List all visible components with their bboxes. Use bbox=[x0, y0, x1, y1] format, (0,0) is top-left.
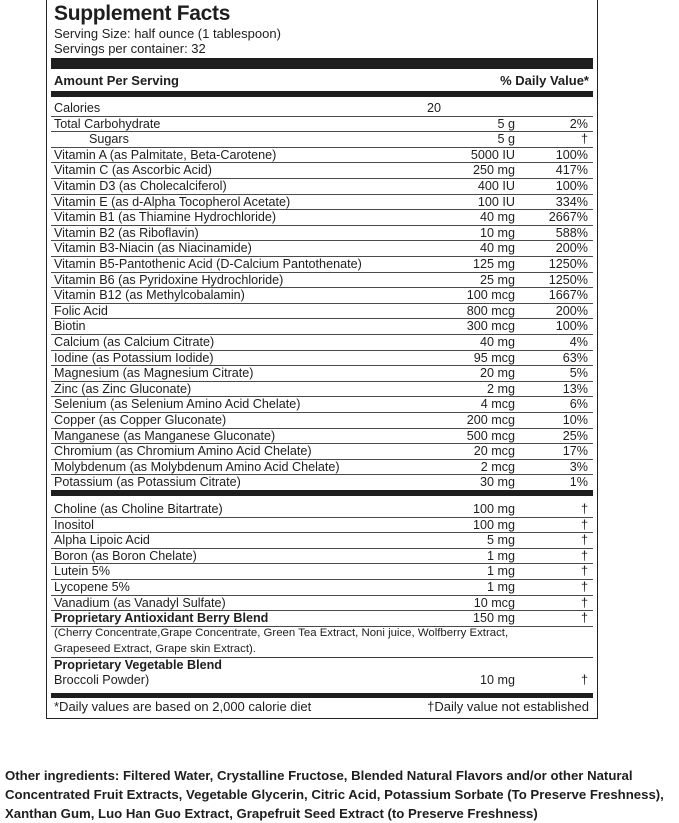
nutrient-daily-value: † bbox=[580, 673, 588, 687]
header-divider bbox=[51, 91, 593, 97]
nutrient-amount: 100 mg bbox=[472, 502, 515, 516]
nutrient-name: Vitamin B5-Pantothenic Acid (D-Calcium Pantothenate) bbox=[54, 257, 362, 271]
nutrient-amount: 2 mg bbox=[487, 381, 515, 396]
dagger-footnote: †Daily value not established bbox=[427, 699, 589, 714]
nutrient-amount: 10 mg bbox=[479, 225, 515, 240]
nutrient-name: Inositol bbox=[54, 517, 94, 532]
nutrient-name: Folic Acid bbox=[54, 303, 108, 318]
nutrient-name: Iodine (as Potassium Iodide) bbox=[54, 350, 214, 365]
nutrient-name: Vitamin A (as Palmitate, Beta-Carotene) bbox=[54, 147, 277, 162]
nutrient-row bbox=[47, 502, 597, 518]
nutrient-amount: 20 bbox=[427, 101, 442, 115]
nutrient-amount: 1 mg bbox=[487, 564, 515, 579]
nutrient-daily-value: 6% bbox=[569, 397, 588, 412]
column-header bbox=[54, 72, 589, 89]
nutrient-amount: 400 IU bbox=[477, 179, 515, 193]
nutrient-name: Vitamin B12 (as Methylcobalamin) bbox=[54, 288, 245, 303]
nutrient-row bbox=[47, 210, 597, 226]
nutrient-amount: 5 mg bbox=[487, 533, 515, 548]
nutrient-amount: 5 g bbox=[497, 116, 515, 131]
nutrient-daily-value: 10% bbox=[562, 413, 588, 427]
serving-size: Serving Size: half ounce (1 tablespoon) bbox=[54, 26, 281, 41]
nutrient-row bbox=[47, 580, 597, 596]
daily-value-label: % Daily Value* bbox=[500, 73, 589, 88]
nutrient-row bbox=[47, 460, 597, 476]
servings-per-container: Servings per container: 32 bbox=[54, 41, 206, 56]
nutrient-row bbox=[47, 117, 597, 133]
nutrient-amount: 40 mg bbox=[479, 241, 515, 256]
nutrient-name: Broccoli Powder) bbox=[54, 673, 150, 687]
nutrient-row bbox=[47, 335, 597, 351]
nutrient-name: Potassium (as Potassium Citrate) bbox=[54, 475, 241, 490]
nutrient-amount: 150 mg bbox=[472, 611, 515, 626]
nutrient-daily-value: † bbox=[580, 564, 588, 579]
nutrient-name: Vitamin D3 (as Cholecalciferol) bbox=[54, 179, 227, 193]
nutrient-amount: 100 mcg bbox=[466, 288, 515, 303]
nutrient-name: Magnesium (as Magnesium Citrate) bbox=[54, 366, 254, 381]
nutrient-daily-value: 1250% bbox=[548, 272, 588, 287]
nutrient-name: Vitamin B2 (as Riboflavin) bbox=[54, 225, 199, 240]
vegetable-blend-row bbox=[47, 658, 597, 674]
nutrient-row bbox=[47, 596, 597, 612]
nutrient-name: Vitamin B3-Niacin (as Niacinamide) bbox=[54, 241, 252, 256]
nutrient-amount: 2 mcg bbox=[480, 459, 515, 474]
nutrient-daily-value: 5% bbox=[569, 366, 588, 381]
nutrient-name: Vitamin B6 (as Pyridoxine Hydrochloride) bbox=[54, 272, 284, 287]
nutrient-amount: 10 mcg bbox=[473, 595, 515, 610]
nutrient-daily-value: 334% bbox=[555, 194, 588, 209]
nutrient-row bbox=[47, 397, 597, 413]
nutrient-row bbox=[47, 673, 597, 689]
nutrient-row bbox=[47, 564, 597, 580]
nutrient-daily-value: † bbox=[580, 533, 588, 548]
nutrient-row bbox=[47, 257, 597, 273]
nutrient-row bbox=[47, 518, 597, 534]
nutrient-daily-value: 588% bbox=[555, 225, 588, 240]
nutrient-row bbox=[47, 549, 597, 565]
nutrient-daily-value: 1667% bbox=[548, 288, 588, 303]
nutrient-daily-value: † bbox=[580, 502, 588, 516]
nutrient-row bbox=[47, 195, 597, 211]
nutrient-amount: 20 mcg bbox=[473, 444, 515, 459]
nutrient-daily-value: 13% bbox=[562, 381, 588, 396]
vegetable-blend-label: Proprietary Vegetable Blend bbox=[54, 658, 222, 672]
nutrient-amount: 40 mg bbox=[479, 210, 515, 225]
nutrient-name: Alpha Lipoic Acid bbox=[54, 533, 150, 548]
nutrient-row bbox=[47, 148, 597, 164]
nutrient-row bbox=[47, 179, 597, 195]
nutrient-name: Biotin bbox=[54, 319, 86, 334]
nutrient-name: Vanadium (as Vanadyl Sulfate) bbox=[54, 595, 226, 610]
nutrient-name: Vitamin C (as Ascorbic Acid) bbox=[54, 163, 212, 178]
nutrient-amount: 5000 IU bbox=[470, 147, 515, 162]
nutrient-name: Vitamin E (as d-Alpha Tocopherol Acetate) bbox=[54, 194, 291, 209]
nutrient-name: Selenium (as Selenium Amino Acid Chelate) bbox=[54, 397, 301, 412]
footer-divider bbox=[51, 693, 593, 698]
nutrient-row bbox=[47, 304, 597, 320]
nutrient-row bbox=[47, 413, 597, 429]
nutrient-daily-value: † bbox=[580, 132, 588, 147]
nutrient-row bbox=[47, 241, 597, 257]
nutrient-amount: 4 mcg bbox=[480, 397, 515, 412]
nutrient-name: Calcium (as Calcium Citrate) bbox=[54, 335, 215, 349]
nutrient-name: Proprietary Antioxidant Berry Blend bbox=[54, 611, 269, 626]
nutrient-row bbox=[47, 475, 597, 491]
nutrient-daily-value: † bbox=[580, 517, 588, 532]
nutrient-name: Boron (as Boron Chelate) bbox=[54, 548, 197, 563]
nutrient-name: Lutein 5% bbox=[54, 564, 111, 579]
nutrient-row bbox=[47, 163, 597, 179]
nutrient-amount: 25 mg bbox=[479, 272, 515, 287]
nutrient-daily-value: 417% bbox=[555, 163, 588, 178]
nutrient-daily-value: † bbox=[580, 548, 588, 563]
nutrient-row bbox=[47, 366, 597, 382]
nutrient-name: Total Carbohydrate bbox=[54, 116, 161, 131]
nutrient-amount: 40 mg bbox=[479, 335, 515, 349]
nutrient-amount: 300 mcg bbox=[466, 319, 515, 334]
thick-divider bbox=[51, 58, 593, 69]
nutrient-name: Manganese (as Manganese Gluconate) bbox=[54, 428, 276, 443]
nutrient-daily-value: 3% bbox=[569, 459, 588, 474]
nutrient-amount: 125 mg bbox=[472, 257, 515, 271]
nutrient-amount: 500 mcg bbox=[466, 428, 515, 443]
nutrient-amount: 30 mg bbox=[479, 475, 515, 490]
section-divider bbox=[51, 490, 593, 496]
nutrient-daily-value: 200% bbox=[555, 241, 588, 256]
nutrient-daily-value: 25% bbox=[562, 428, 588, 443]
panel-title: Supplement Facts bbox=[54, 2, 231, 25]
nutrient-name: Lycopene 5% bbox=[54, 580, 130, 594]
nutrient-row bbox=[47, 351, 597, 367]
nutrient-amount: 200 mcg bbox=[466, 413, 515, 427]
nutrient-name: Sugars bbox=[89, 132, 129, 147]
nutrient-row bbox=[47, 273, 597, 289]
nutrient-daily-value: 200% bbox=[555, 303, 588, 318]
nutrient-row bbox=[47, 444, 597, 460]
footnotes bbox=[54, 699, 589, 715]
nutrient-row bbox=[47, 226, 597, 242]
nutrient-amount: 800 mcg bbox=[466, 303, 515, 318]
nutrient-row bbox=[47, 429, 597, 445]
nutrient-daily-value: 2667% bbox=[548, 210, 588, 225]
nutrient-daily-value: 2% bbox=[569, 116, 588, 131]
nutrient-daily-value: † bbox=[580, 595, 588, 610]
berry-blend-contents: (Cherry Concentrate,Grape Concentrate, Green Tea Extract, Noni juice, Wolfberry Extract, bbox=[54, 627, 509, 639]
nutrient-name: Calories bbox=[54, 101, 101, 115]
nutrient-name: Chromium (as Chromium Amino Acid Chelate) bbox=[54, 444, 312, 459]
nutrient-name: Copper (as Copper Gluconate) bbox=[54, 413, 227, 427]
nutrient-daily-value: † bbox=[580, 580, 588, 594]
nutrient-name: Vitamin B1 (as Thiamine Hydrochloride) bbox=[54, 210, 277, 225]
nutrient-amount: 250 mg bbox=[472, 163, 515, 178]
nutrient-row bbox=[47, 611, 597, 627]
nutrient-row bbox=[47, 382, 597, 398]
nutrient-daily-value: 63% bbox=[562, 350, 588, 365]
nutrient-daily-value: 1250% bbox=[548, 257, 588, 271]
nutrient-row bbox=[47, 533, 597, 549]
nutrient-daily-value: 17% bbox=[562, 444, 588, 459]
nutrient-amount: 100 IU bbox=[477, 194, 515, 209]
nutrient-row bbox=[47, 132, 597, 148]
nutrient-name: Zinc (as Zinc Gluconate) bbox=[54, 381, 192, 396]
amount-per-serving-label: Amount Per Serving bbox=[54, 73, 179, 88]
nutrient-daily-value: † bbox=[580, 611, 588, 626]
berry-blend-contents-cont: Grapeseed Extract, Grape skin Extract). bbox=[54, 643, 256, 655]
other-ingredients: Other ingredients: Filtered Water, Crystalline Fructose, Blended Natural Flavors and/or other Natural Concentrated Fruit Extracts, Vegetable Glycerin, Citric Acid, Potassium Sorbate (To Preserve Freshness), Xanthan Gum, Luo Han Guo Extract, Grapefruit Seed Extract (to Preserve Freshness) bbox=[5, 768, 664, 821]
nutrient-daily-value: 100% bbox=[555, 179, 588, 193]
supplement-facts-panel bbox=[46, 0, 598, 719]
nutrient-amount: 5 g bbox=[497, 132, 515, 147]
nutrient-amount: 100 mg bbox=[472, 517, 515, 532]
nutrient-row bbox=[47, 101, 597, 117]
nutrient-daily-value: 4% bbox=[569, 335, 588, 349]
nutrient-name: Choline (as Choline Bitartrate) bbox=[54, 502, 223, 516]
nutrient-row bbox=[47, 288, 597, 304]
nutrient-name: Molybdenum (as Molybdenum Amino Acid Chelate) bbox=[54, 459, 340, 474]
nutrient-daily-value: 1% bbox=[569, 475, 588, 490]
nutrient-amount: 1 mg bbox=[487, 548, 515, 563]
nutrient-amount: 95 mcg bbox=[473, 350, 515, 365]
daily-values-footnote: *Daily values are based on 2,000 calorie diet bbox=[54, 699, 312, 714]
nutrient-daily-value: 100% bbox=[555, 319, 588, 334]
nutrient-amount: 20 mg bbox=[479, 366, 515, 381]
nutrient-amount: 1 mg bbox=[487, 580, 515, 594]
nutrient-daily-value: 100% bbox=[555, 147, 588, 162]
nutrient-amount: 10 mg bbox=[479, 673, 515, 687]
nutrient-row bbox=[47, 319, 597, 335]
